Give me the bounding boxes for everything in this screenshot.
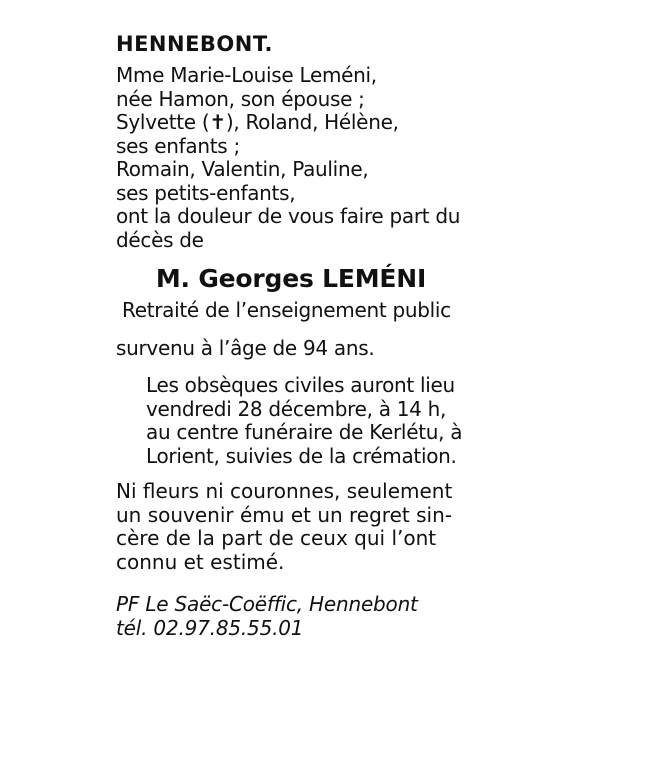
family-line: Mme Marie-Louise Leméni, [116,63,377,87]
undertaker-phone: tél. 02.97.85.55.01 [116,616,304,640]
undertaker-name: PF Le Saëc-Coëffic, Hennebont [116,592,418,616]
obituary-notice [116,30,516,640]
family-line: ont la douleur de vous faire part du [116,204,461,228]
undertaker-contact [116,592,516,640]
family-line: ses petits-enfants, [116,180,296,205]
flowers-line: un souvenir ému et un regret sin- [116,502,452,527]
family-line: ses enfants ; [116,133,240,158]
family-line: Sylvette (✝), Roland, Hélène, [116,110,399,134]
family-line: Romain, Valentin, Pauline, [116,157,369,181]
family-line: née Hamon, son épouse ; [116,86,365,111]
family-line: décès de [116,227,204,252]
funeral-details [146,374,516,468]
funeral-line: Lorient, suivies de la crémation. [146,443,457,468]
flowers-note [116,480,516,574]
flowers-line: cère de la part de ceux qui l’ont [116,526,437,550]
funeral-line: au centre funéraire de Kerlétu, à [146,420,463,444]
funeral-line: Les obsèques civiles auront lieu [146,373,455,397]
family-block [116,64,516,252]
deceased-role: Retraité de l’enseignement public [122,298,451,322]
funeral-line: vendredi 28 décembre, à 14 h, [146,396,447,421]
flowers-line: connu et estimé. [116,549,285,574]
deceased-name: M. Georges LEMÉNI [155,264,427,293]
flowers-line: Ni fleurs ni couronnes, seulement [116,479,453,503]
age-line: survenu à l’âge de 94 ans. [116,336,375,360]
city-heading: HENNEBONT. [116,32,273,56]
